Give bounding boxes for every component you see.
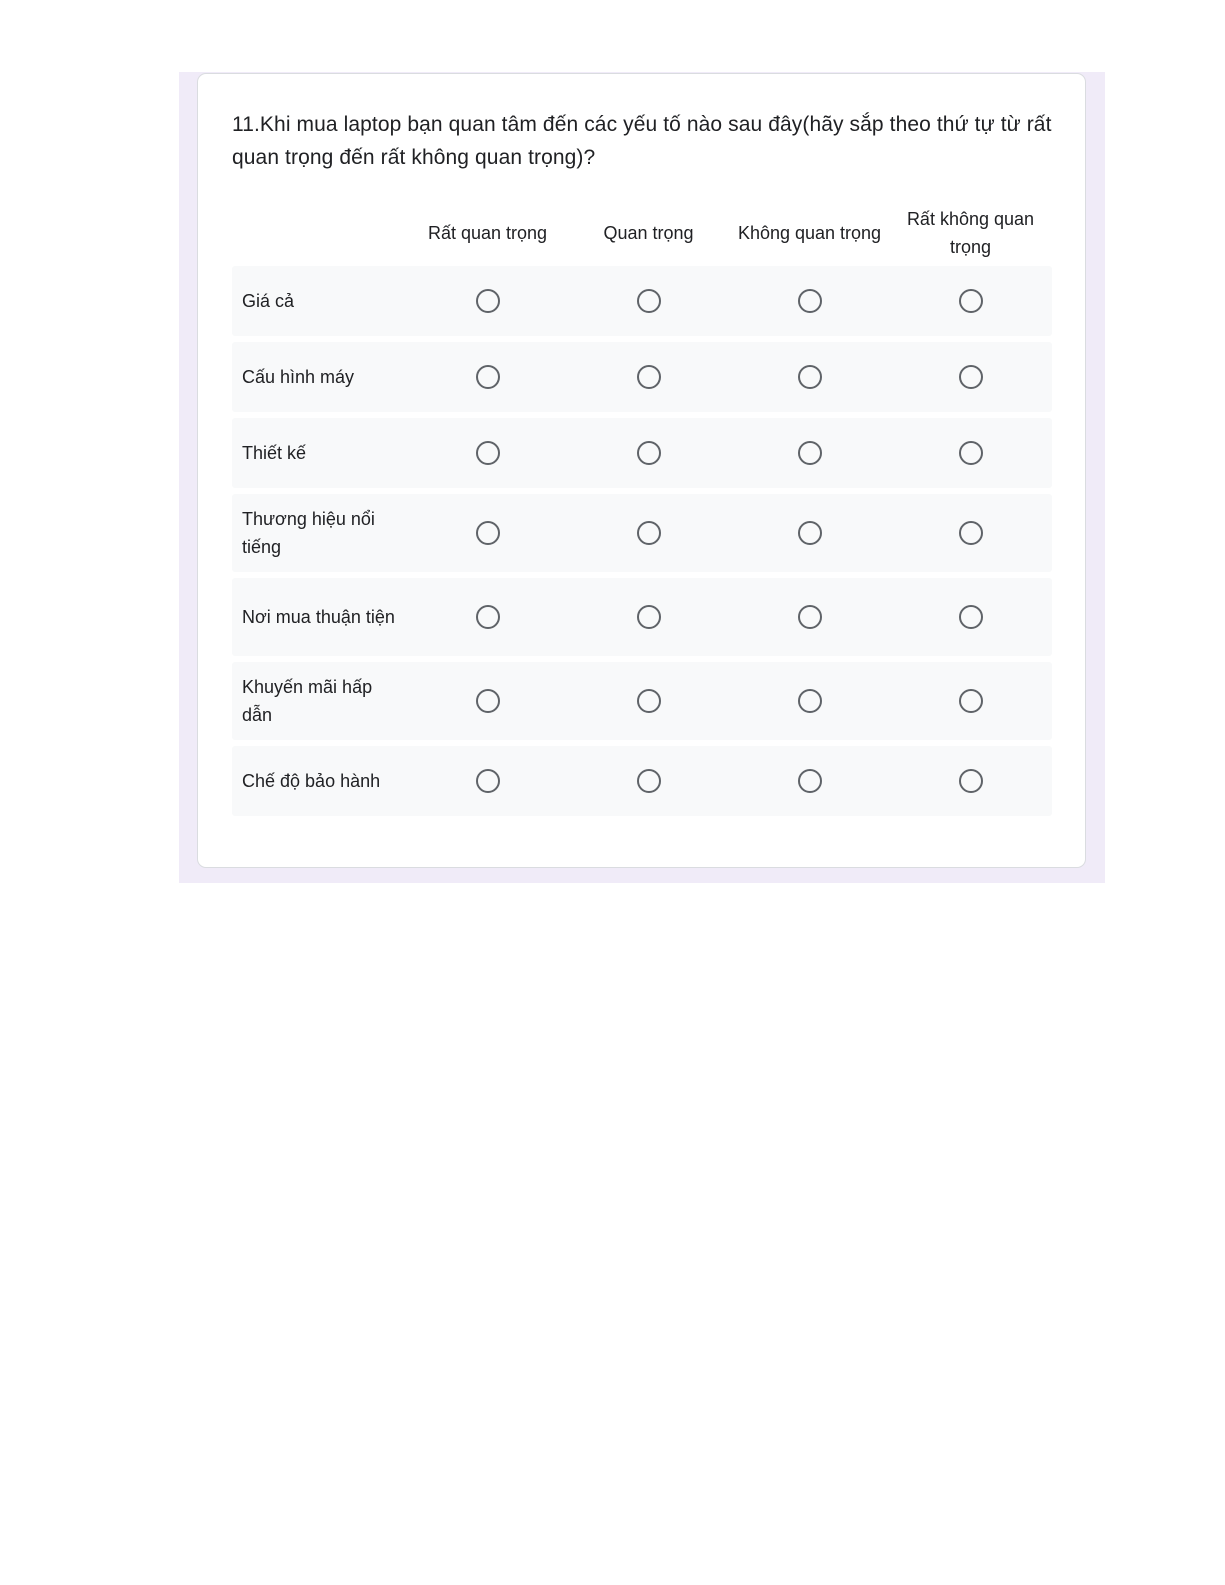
grid-row-purchase-location [232, 578, 1052, 656]
choice-grid [232, 199, 1052, 822]
column-header-important: Quan trọng [603, 222, 694, 243]
row-label: Nơi mua thuận tiện [242, 607, 395, 627]
grid-row-brand [232, 494, 1052, 572]
radio-button[interactable] [798, 689, 822, 713]
cell [407, 365, 568, 389]
radio-button[interactable] [637, 605, 661, 629]
radio-button[interactable] [959, 769, 983, 793]
cell [890, 289, 1051, 313]
cell [729, 521, 890, 545]
cell [407, 289, 568, 313]
cell [890, 521, 1051, 545]
radio-button[interactable] [637, 289, 661, 313]
radio-button[interactable] [476, 365, 500, 389]
radio-button[interactable] [798, 521, 822, 545]
cell [890, 365, 1051, 389]
grid-row-design [232, 418, 1052, 488]
row-label: Cấu hình máy [242, 367, 355, 387]
question-title: 11.Khi mua laptop bạn quan tâm đến các yếu tố nào sau đây(hãy sắp theo thứ tự từ rất quan trọng đến rất không quan trọng)? [232, 113, 1052, 169]
radio-button[interactable] [637, 365, 661, 389]
cell [890, 441, 1051, 465]
row-label: Khuyến mãi hấp dẫn [242, 677, 373, 725]
radio-button[interactable] [959, 365, 983, 389]
cell [568, 605, 729, 629]
radio-button[interactable] [476, 689, 500, 713]
cell [568, 441, 729, 465]
radio-button[interactable] [959, 689, 983, 713]
row-label: Thương hiệu nổi tiếng [242, 509, 375, 557]
grid-header [232, 199, 1052, 266]
cell [568, 365, 729, 389]
cell [407, 769, 568, 793]
column-header-very-important: Rất quan trọng [427, 222, 548, 243]
cell [890, 769, 1051, 793]
cell [890, 605, 1051, 629]
row-label: Thiết kế [242, 443, 307, 463]
row-label: Giá cả [242, 291, 295, 311]
cell [407, 521, 568, 545]
radio-button[interactable] [637, 769, 661, 793]
radio-button[interactable] [798, 289, 822, 313]
cell [568, 689, 729, 713]
radio-button[interactable] [798, 365, 822, 389]
radio-button[interactable] [959, 441, 983, 465]
cell [407, 689, 568, 713]
question-card [197, 73, 1086, 868]
radio-button[interactable] [637, 441, 661, 465]
cell [729, 605, 890, 629]
row-label: Chế độ bảo hành [242, 771, 381, 791]
cell [729, 689, 890, 713]
radio-button[interactable] [637, 521, 661, 545]
column-header-very-not-important: Rất không quan trọng [906, 208, 1035, 257]
radio-button[interactable] [798, 605, 822, 629]
grid-row-warranty [232, 746, 1052, 816]
cell [568, 769, 729, 793]
radio-button[interactable] [476, 521, 500, 545]
radio-button[interactable] [959, 289, 983, 313]
radio-button[interactable] [798, 769, 822, 793]
cell [729, 769, 890, 793]
cell [407, 605, 568, 629]
radio-button[interactable] [476, 769, 500, 793]
column-header-not-important: Không quan trọng [737, 222, 882, 243]
grid-row-price [232, 266, 1052, 336]
radio-button[interactable] [959, 605, 983, 629]
grid-row-promotion [232, 662, 1052, 740]
cell [890, 689, 1051, 713]
radio-button[interactable] [476, 289, 500, 313]
radio-button[interactable] [959, 521, 983, 545]
radio-button[interactable] [798, 441, 822, 465]
radio-button[interactable] [637, 689, 661, 713]
cell [568, 289, 729, 313]
cell [568, 521, 729, 545]
cell [729, 289, 890, 313]
radio-button[interactable] [476, 605, 500, 629]
cell [407, 441, 568, 465]
cell [729, 441, 890, 465]
radio-button[interactable] [476, 441, 500, 465]
cell [729, 365, 890, 389]
grid-row-configuration [232, 342, 1052, 412]
